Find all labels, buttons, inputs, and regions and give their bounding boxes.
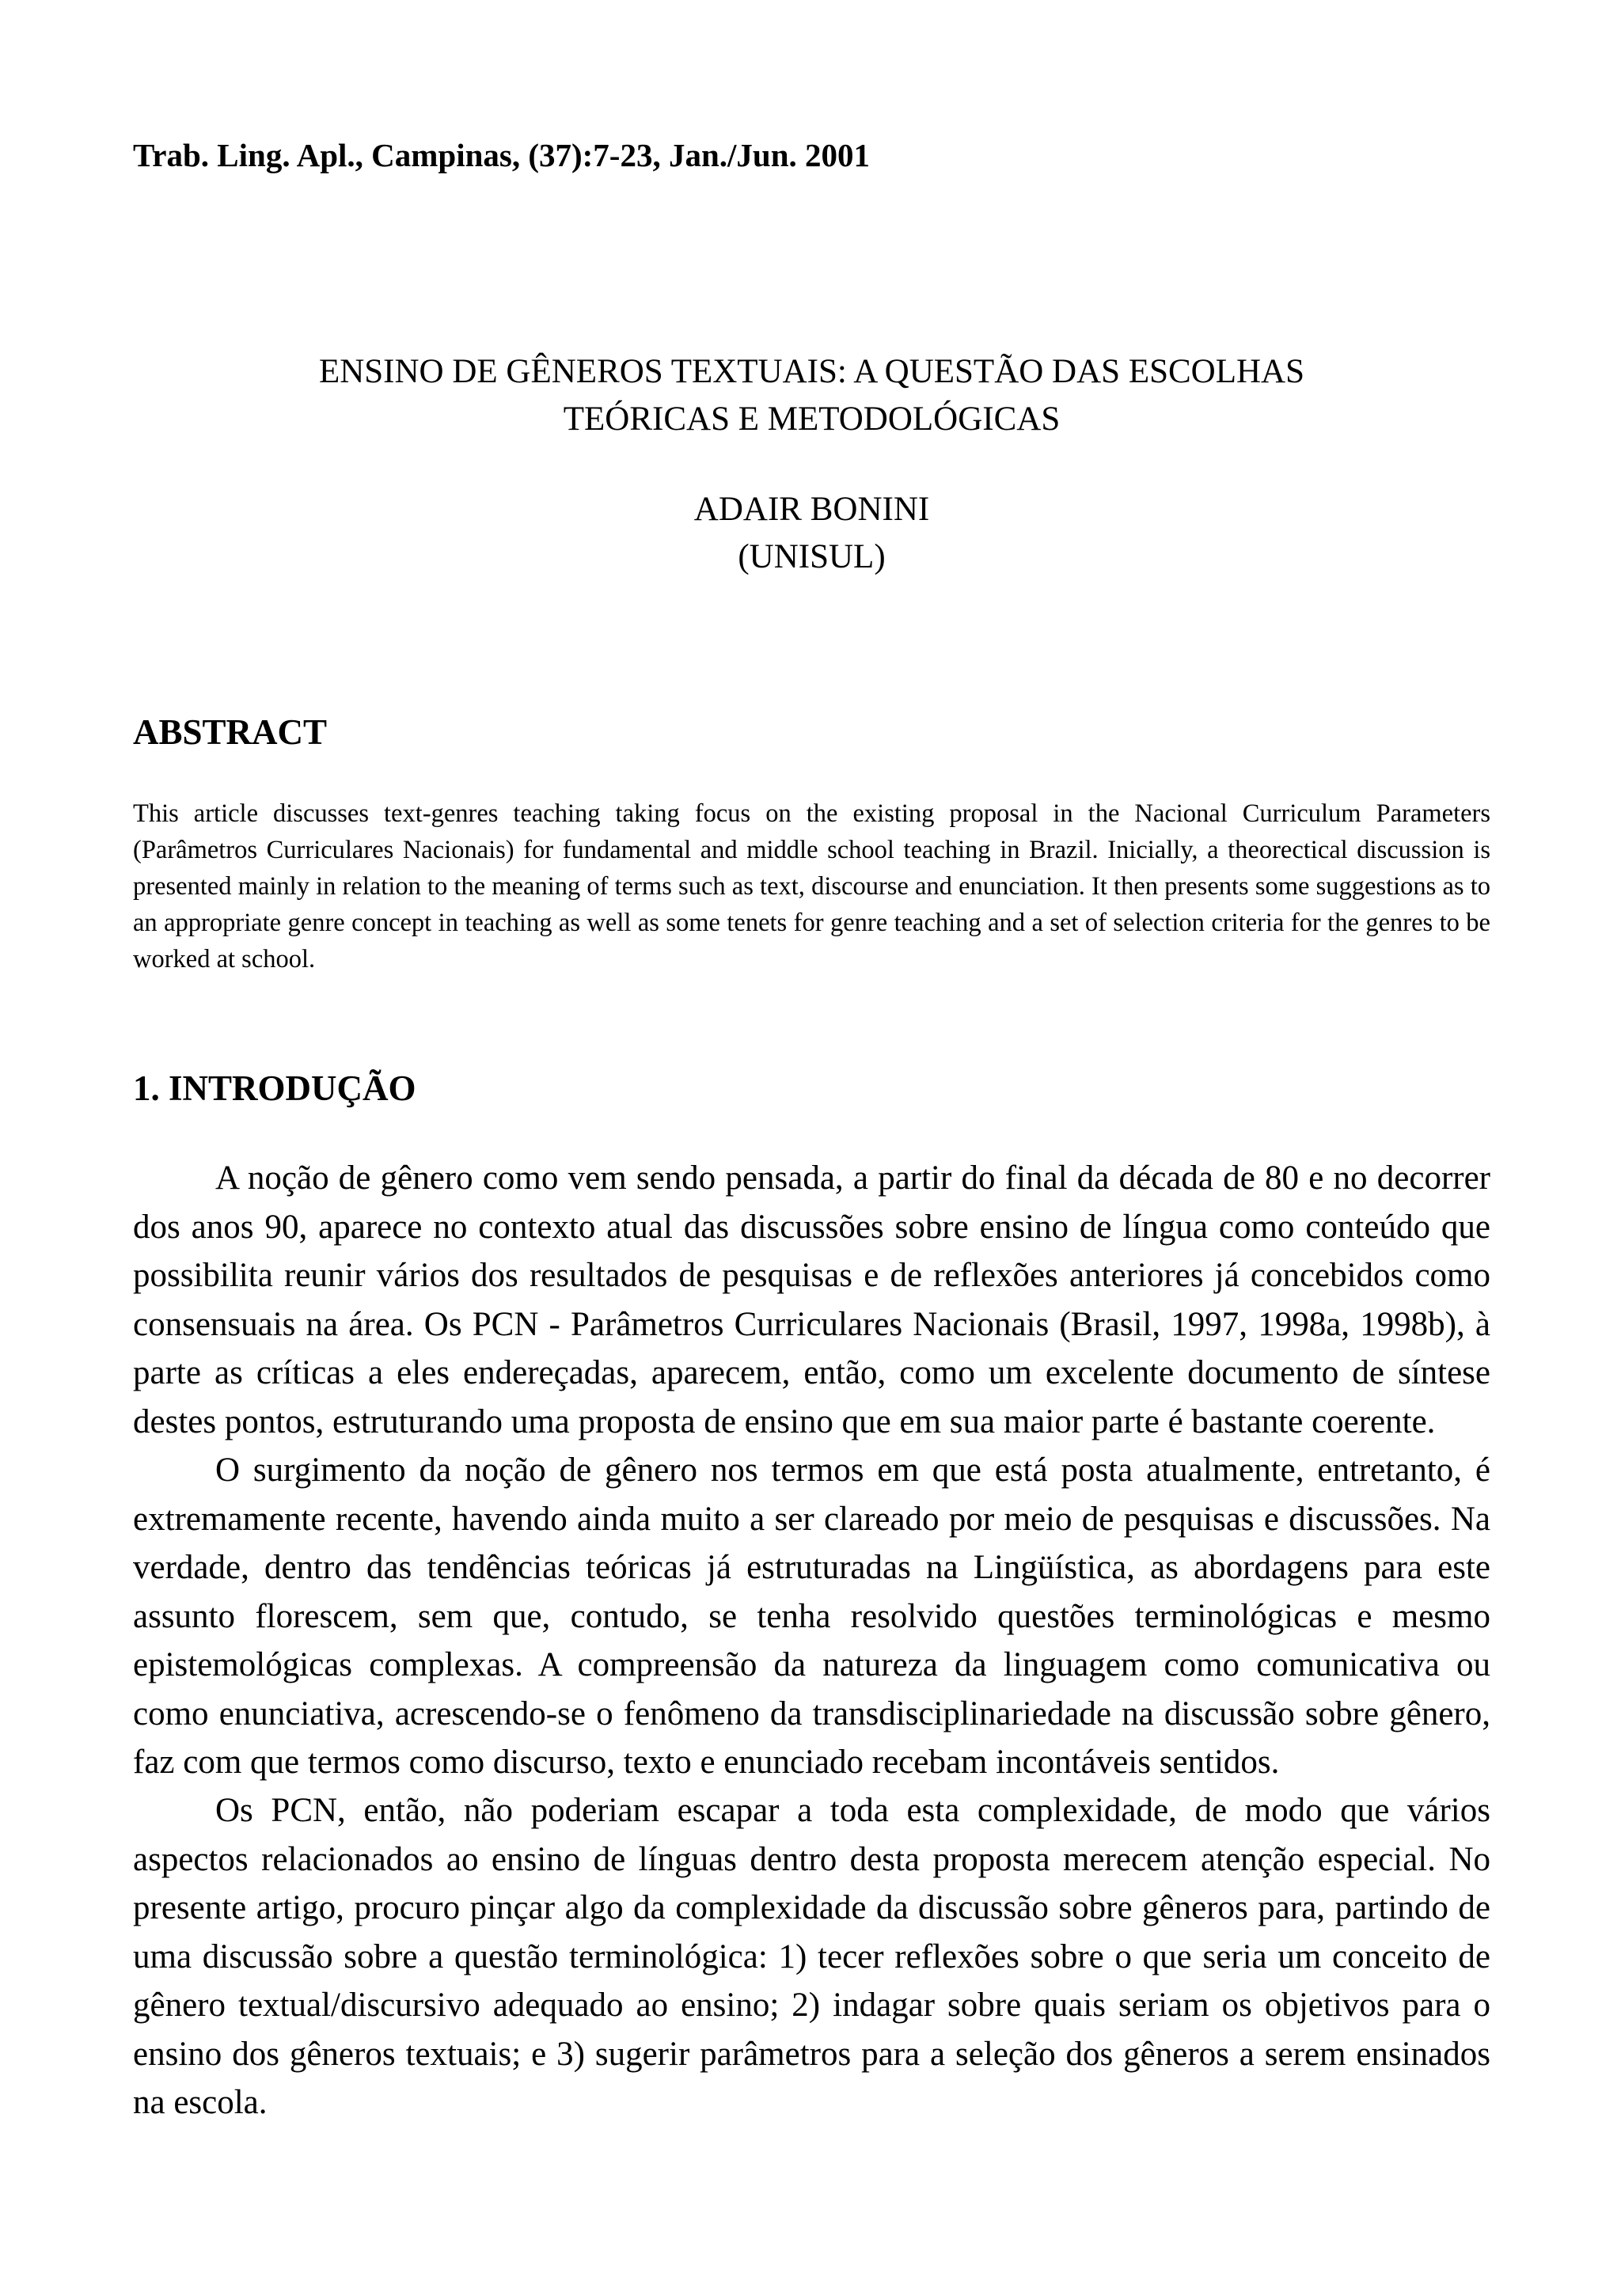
article-title-line-2: TEÓRICAS E METODOLÓGICAS (563, 400, 1061, 438)
body-paragraph-3: Os PCN, então, não poderiam escapar a toda esta complexidade, de modo que vários aspectos relacionados ao ensino de línguas dentro desta proposta merecem atenção especial. No presente artigo, procuro pinçar algo da complexidade da discussão sobre gêneros para, partindo de uma discussão sobre a questão terminológica: 1) tecer reflexões sobre o que seria um conceito de gênero textual/discursivo adequado ao ensino; 2) indagar sobre quais seriam os objetivos para o ensino dos gêneros textuais; e 3) sugerir parâmetros para a seleção dos gêneros a serem ensinados na escola. (133, 1792, 1490, 2121)
author-name: ADAIR BONINI (693, 491, 930, 528)
body-paragraph-2: O surgimento da noção de gênero nos termos em que está posta atualmente, entretanto, é extremamente recente, havendo ainda muito a ser clareado por meio de pesquisas e discussões. Na verdade, dentro das tendências teóricas já estruturadas na Lingüística, as abordagens para este assunto florescem, sem que, contudo, se tenha resolvido questões terminológicas e mesmo epistemológicas complexas. A compreensão da natureza da linguagem como comunicativa ou como enunciativa, acrescendo-se o fenômeno da transdisciplinariedade na discussão sobre gênero, faz com que termos como discurso, texto e enunciado recebam incontáveis sentidos. (133, 1452, 1490, 1781)
body-paragraph-1: A noção de gênero como vem sendo pensada, a partir do final da década de 80 e no decorrer dos anos 90, aparece no contexto atual das discussões sobre ensino de língua como conteúdo que possibilita reunir vários dos resultados de pesquisas e de reflexões anteriores já concebidos como consensuais na área. Os PCN - Parâmetros Curriculares Nacionais (Brasil, 1997, 1998a, 1998b), à parte as críticas a eles endereçadas, aparecem, então, como um excelente documento de síntese destes pontos, estruturando uma proposta de ensino que em sua maior parte é bastante coerente. (133, 1159, 1490, 1440)
author-affiliation: (UNISUL) (738, 538, 886, 575)
journal-citation: Trab. Ling. Apl., Campinas, (37):7-23, Jan./Jun. 2001 (133, 137, 871, 173)
article-title-line-1: ENSINO DE GÊNEROS TEXTUAIS: A QUESTÃO DAS ESCOLHAS (318, 353, 1305, 390)
section-heading-introducao: 1. INTRODUÇÃO (133, 1068, 416, 1108)
abstract-text: This article discusses text-genres teaching taking focus on the existing proposal in the Nacional Curriculum Parameters (Parâmetros Curriculares Nacionais) for fundamental and middle school teaching in Brazil. Inicially, a theorectical discussion is presented mainly in relation to the meaning of terms such as text, discourse and enunciation. It then presents some suggestions as to an appropriate genre concept in teaching as well as some tenets for genre teaching and a set of selection criteria for the genres to be worked at school. (133, 799, 1490, 973)
abstract-heading: ABSTRACT (133, 712, 328, 752)
